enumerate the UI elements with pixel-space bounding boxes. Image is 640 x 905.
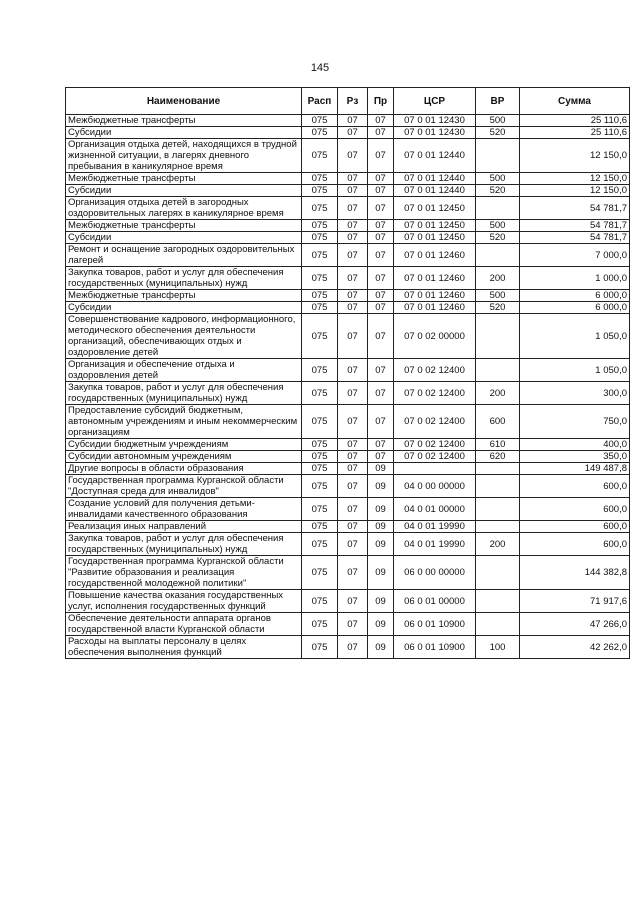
cell-pr: 07 — [368, 232, 394, 244]
cell-sum: 1 000,0 — [520, 267, 630, 290]
table-row — [66, 139, 630, 173]
cell-rz: 07 — [338, 613, 368, 636]
cell-sum: 300,0 — [520, 382, 630, 405]
cell-rasp: 075 — [302, 115, 338, 127]
table-row — [66, 382, 630, 405]
cell-rz: 07 — [338, 139, 368, 173]
cell-pr: 09 — [368, 521, 394, 533]
cell-rasp: 075 — [302, 314, 338, 359]
cell-vr: 200 — [476, 267, 520, 290]
table-row — [66, 521, 630, 533]
cell-pr: 09 — [368, 533, 394, 556]
cell-name: Субсидии — [66, 127, 302, 139]
cell-rasp: 075 — [302, 451, 338, 463]
table-row — [66, 314, 630, 359]
cell-rasp: 075 — [302, 197, 338, 220]
table-row — [66, 290, 630, 302]
cell-csr: 07 0 01 12450 — [394, 232, 476, 244]
cell-vr — [476, 475, 520, 498]
cell-name: Реализация иных направлений — [66, 521, 302, 533]
cell-rasp: 075 — [302, 267, 338, 290]
cell-pr: 07 — [368, 115, 394, 127]
cell-rasp: 075 — [302, 613, 338, 636]
cell-sum: 6 000,0 — [520, 290, 630, 302]
table-row — [66, 173, 630, 185]
cell-rz: 07 — [338, 521, 368, 533]
cell-vr — [476, 613, 520, 636]
cell-pr: 07 — [368, 185, 394, 197]
cell-rasp: 075 — [302, 173, 338, 185]
cell-name: Организация отдыха детей, находящихся в трудной жизненной ситуации, в лагерях дневного пребывания в каникулярное время — [66, 139, 302, 173]
cell-rasp: 075 — [302, 359, 338, 382]
cell-name: Совершенствование кадрового, информационного, методического обеспечения деятельности организаций, обеспечивающих отдых и оздоровление детей — [66, 314, 302, 359]
cell-vr — [476, 590, 520, 613]
cell-csr: 07 0 01 12440 — [394, 139, 476, 173]
cell-csr: 07 0 01 12460 — [394, 267, 476, 290]
cell-vr: 500 — [476, 115, 520, 127]
cell-rz: 07 — [338, 267, 368, 290]
table-row — [66, 590, 630, 613]
cell-vr: 620 — [476, 451, 520, 463]
cell-rz: 07 — [338, 314, 368, 359]
cell-rasp: 075 — [302, 498, 338, 521]
cell-csr: 07 0 01 12430 — [394, 115, 476, 127]
cell-csr — [394, 463, 476, 475]
cell-rz: 07 — [338, 359, 368, 382]
cell-pr: 07 — [368, 302, 394, 314]
cell-rasp: 075 — [302, 382, 338, 405]
cell-pr: 07 — [368, 267, 394, 290]
table-row — [66, 498, 630, 521]
header-name: Наименование — [66, 88, 302, 115]
cell-pr: 09 — [368, 556, 394, 590]
cell-rasp: 075 — [302, 127, 338, 139]
table-row — [66, 451, 630, 463]
header-rz: Рз — [338, 88, 368, 115]
cell-vr: 500 — [476, 220, 520, 232]
cell-vr: 520 — [476, 232, 520, 244]
cell-rz: 07 — [338, 115, 368, 127]
cell-csr: 07 0 02 12400 — [394, 439, 476, 451]
cell-name: Межбюджетные трансферты — [66, 173, 302, 185]
table-row — [66, 244, 630, 267]
cell-csr: 06 0 01 10900 — [394, 636, 476, 659]
cell-vr — [476, 556, 520, 590]
cell-csr: 07 0 02 12400 — [394, 359, 476, 382]
cell-rz: 07 — [338, 556, 368, 590]
cell-pr: 09 — [368, 498, 394, 521]
header-csr: ЦСР — [394, 88, 476, 115]
cell-rasp: 075 — [302, 475, 338, 498]
table-row — [66, 556, 630, 590]
cell-rasp: 075 — [302, 244, 338, 267]
cell-rasp: 075 — [302, 590, 338, 613]
cell-name: Закупка товаров, работ и услуг для обеспечения государственных (муниципальных) нужд — [66, 382, 302, 405]
cell-sum: 144 382,8 — [520, 556, 630, 590]
cell-rasp: 075 — [302, 185, 338, 197]
cell-rz: 07 — [338, 463, 368, 475]
cell-sum: 25 110,6 — [520, 127, 630, 139]
cell-pr: 07 — [368, 314, 394, 359]
cell-csr: 04 0 01 19990 — [394, 533, 476, 556]
cell-rasp: 075 — [302, 521, 338, 533]
cell-sum: 47 266,0 — [520, 613, 630, 636]
cell-vr: 500 — [476, 173, 520, 185]
cell-rz: 07 — [338, 185, 368, 197]
header-rasp: Расп — [302, 88, 338, 115]
table-row — [66, 533, 630, 556]
header-vr: ВР — [476, 88, 520, 115]
cell-pr: 07 — [368, 139, 394, 173]
cell-pr: 09 — [368, 463, 394, 475]
header-sum: Сумма — [520, 88, 630, 115]
table-row — [66, 115, 630, 127]
cell-csr: 07 0 01 12430 — [394, 127, 476, 139]
cell-pr: 09 — [368, 475, 394, 498]
cell-sum: 42 262,0 — [520, 636, 630, 659]
table-row — [66, 267, 630, 290]
cell-vr: 520 — [476, 127, 520, 139]
cell-vr — [476, 197, 520, 220]
cell-sum: 600,0 — [520, 521, 630, 533]
cell-pr: 09 — [368, 636, 394, 659]
cell-vr — [476, 359, 520, 382]
cell-name: Субсидии бюджетным учреждениям — [66, 439, 302, 451]
cell-csr: 07 0 01 12440 — [394, 173, 476, 185]
cell-vr: 100 — [476, 636, 520, 659]
cell-sum: 25 110,6 — [520, 115, 630, 127]
cell-sum: 54 781,7 — [520, 220, 630, 232]
cell-sum: 149 487,8 — [520, 463, 630, 475]
cell-rz: 07 — [338, 127, 368, 139]
cell-csr: 07 0 02 00000 — [394, 314, 476, 359]
cell-name: Межбюджетные трансферты — [66, 220, 302, 232]
cell-rz: 07 — [338, 173, 368, 185]
cell-csr: 04 0 01 19990 — [394, 521, 476, 533]
table-row — [66, 405, 630, 439]
cell-csr: 04 0 00 00000 — [394, 475, 476, 498]
cell-rz: 07 — [338, 636, 368, 659]
cell-rz: 07 — [338, 232, 368, 244]
cell-csr: 07 0 01 12440 — [394, 185, 476, 197]
header-pr: Пр — [368, 88, 394, 115]
cell-pr: 07 — [368, 244, 394, 267]
cell-pr: 07 — [368, 451, 394, 463]
cell-sum: 600,0 — [520, 533, 630, 556]
cell-pr: 07 — [368, 127, 394, 139]
cell-name: Государственная программа Курганской области "Развитие образования и реализация государственной молодежной политики" — [66, 556, 302, 590]
cell-rz: 07 — [338, 197, 368, 220]
cell-rasp: 075 — [302, 302, 338, 314]
cell-csr: 07 0 02 12400 — [394, 382, 476, 405]
cell-rz: 07 — [338, 405, 368, 439]
cell-rz: 07 — [338, 498, 368, 521]
cell-name: Предоставление субсидий бюджетным, автономным учреждениям и иным некоммерческим организациям — [66, 405, 302, 439]
cell-csr: 07 0 02 12400 — [394, 405, 476, 439]
table-header-row — [66, 88, 630, 115]
cell-rasp: 075 — [302, 290, 338, 302]
cell-pr: 07 — [368, 290, 394, 302]
table-row — [66, 439, 630, 451]
cell-vr — [476, 498, 520, 521]
cell-rasp: 075 — [302, 405, 338, 439]
cell-name: Субсидии — [66, 302, 302, 314]
cell-vr: 600 — [476, 405, 520, 439]
cell-sum: 350,0 — [520, 451, 630, 463]
cell-pr: 07 — [368, 173, 394, 185]
cell-vr: 200 — [476, 382, 520, 405]
cell-csr: 07 0 02 12400 — [394, 451, 476, 463]
cell-name: Закупка товаров, работ и услуг для обеспечения государственных (муниципальных) нужд — [66, 533, 302, 556]
table-row — [66, 232, 630, 244]
cell-name: Межбюджетные трансферты — [66, 115, 302, 127]
cell-sum: 54 781,7 — [520, 197, 630, 220]
cell-name: Государственная программа Курганской области "Доступная среда для инвалидов" — [66, 475, 302, 498]
cell-name: Субсидии — [66, 232, 302, 244]
cell-rz: 07 — [338, 439, 368, 451]
cell-rz: 07 — [338, 302, 368, 314]
cell-sum: 400,0 — [520, 439, 630, 451]
cell-rasp: 075 — [302, 636, 338, 659]
cell-rz: 07 — [338, 244, 368, 267]
cell-name: Другие вопросы в области образования — [66, 463, 302, 475]
cell-vr: 520 — [476, 302, 520, 314]
page-number: 145 — [310, 62, 330, 74]
cell-rz: 07 — [338, 382, 368, 405]
cell-name: Повышение качества оказания государственных услуг, исполнения государственных функций — [66, 590, 302, 613]
cell-pr: 07 — [368, 405, 394, 439]
cell-sum: 600,0 — [520, 475, 630, 498]
budget-table — [65, 87, 630, 659]
table-row — [66, 197, 630, 220]
table-row — [66, 636, 630, 659]
cell-vr: 520 — [476, 185, 520, 197]
cell-vr — [476, 521, 520, 533]
cell-csr: 04 0 01 00000 — [394, 498, 476, 521]
cell-vr — [476, 244, 520, 267]
table-row — [66, 475, 630, 498]
cell-vr — [476, 314, 520, 359]
table-row — [66, 613, 630, 636]
cell-rasp: 075 — [302, 533, 338, 556]
cell-csr: 06 0 01 10900 — [394, 613, 476, 636]
cell-name: Организация отдыха детей в загородных оздоровительных лагерях в каникулярное время — [66, 197, 302, 220]
cell-sum: 71 917,6 — [520, 590, 630, 613]
cell-rasp: 075 — [302, 439, 338, 451]
cell-csr: 07 0 01 12460 — [394, 302, 476, 314]
cell-pr: 07 — [368, 220, 394, 232]
table-row — [66, 463, 630, 475]
cell-sum: 1 050,0 — [520, 359, 630, 382]
cell-rasp: 075 — [302, 220, 338, 232]
cell-sum: 12 150,0 — [520, 139, 630, 173]
cell-csr: 07 0 01 12450 — [394, 220, 476, 232]
cell-pr: 07 — [368, 359, 394, 382]
cell-vr: 200 — [476, 533, 520, 556]
cell-vr: 610 — [476, 439, 520, 451]
table-row — [66, 302, 630, 314]
cell-name: Субсидии — [66, 185, 302, 197]
cell-sum: 600,0 — [520, 498, 630, 521]
cell-name: Обеспечение деятельности аппарата органов государственной власти Курганской области — [66, 613, 302, 636]
table-row — [66, 127, 630, 139]
cell-sum: 12 150,0 — [520, 185, 630, 197]
cell-sum: 1 050,0 — [520, 314, 630, 359]
cell-rz: 07 — [338, 590, 368, 613]
cell-sum: 7 000,0 — [520, 244, 630, 267]
cell-pr: 09 — [368, 590, 394, 613]
cell-csr: 07 0 01 12460 — [394, 244, 476, 267]
table-row — [66, 220, 630, 232]
cell-name: Межбюджетные трансферты — [66, 290, 302, 302]
cell-csr: 07 0 01 12450 — [394, 197, 476, 220]
cell-csr: 06 0 00 00000 — [394, 556, 476, 590]
cell-sum: 750,0 — [520, 405, 630, 439]
cell-sum: 54 781,7 — [520, 232, 630, 244]
table-row — [66, 359, 630, 382]
cell-name: Закупка товаров, работ и услуг для обеспечения государственных (муниципальных) нужд — [66, 267, 302, 290]
cell-vr — [476, 463, 520, 475]
cell-rz: 07 — [338, 220, 368, 232]
cell-sum: 6 000,0 — [520, 302, 630, 314]
cell-sum: 12 150,0 — [520, 173, 630, 185]
cell-csr: 06 0 01 00000 — [394, 590, 476, 613]
cell-vr: 500 — [476, 290, 520, 302]
cell-rz: 07 — [338, 290, 368, 302]
cell-name: Субсидии автономным учреждениям — [66, 451, 302, 463]
cell-csr: 07 0 01 12460 — [394, 290, 476, 302]
cell-vr — [476, 139, 520, 173]
cell-pr: 09 — [368, 613, 394, 636]
cell-rasp: 075 — [302, 556, 338, 590]
table-row — [66, 185, 630, 197]
cell-pr: 07 — [368, 382, 394, 405]
cell-pr: 07 — [368, 439, 394, 451]
cell-pr: 07 — [368, 197, 394, 220]
cell-rasp: 075 — [302, 232, 338, 244]
cell-name: Ремонт и оснащение загородных оздоровительных лагерей — [66, 244, 302, 267]
cell-name: Расходы на выплаты персоналу в целях обеспечения выполнения функций — [66, 636, 302, 659]
cell-name: Организация и обеспечение отдыха и оздоровления детей — [66, 359, 302, 382]
cell-rz: 07 — [338, 451, 368, 463]
cell-name: Создание условий для получения детьми-инвалидами качественного образования — [66, 498, 302, 521]
cell-rz: 07 — [338, 533, 368, 556]
cell-rz: 07 — [338, 475, 368, 498]
cell-rasp: 075 — [302, 139, 338, 173]
cell-rasp: 075 — [302, 463, 338, 475]
